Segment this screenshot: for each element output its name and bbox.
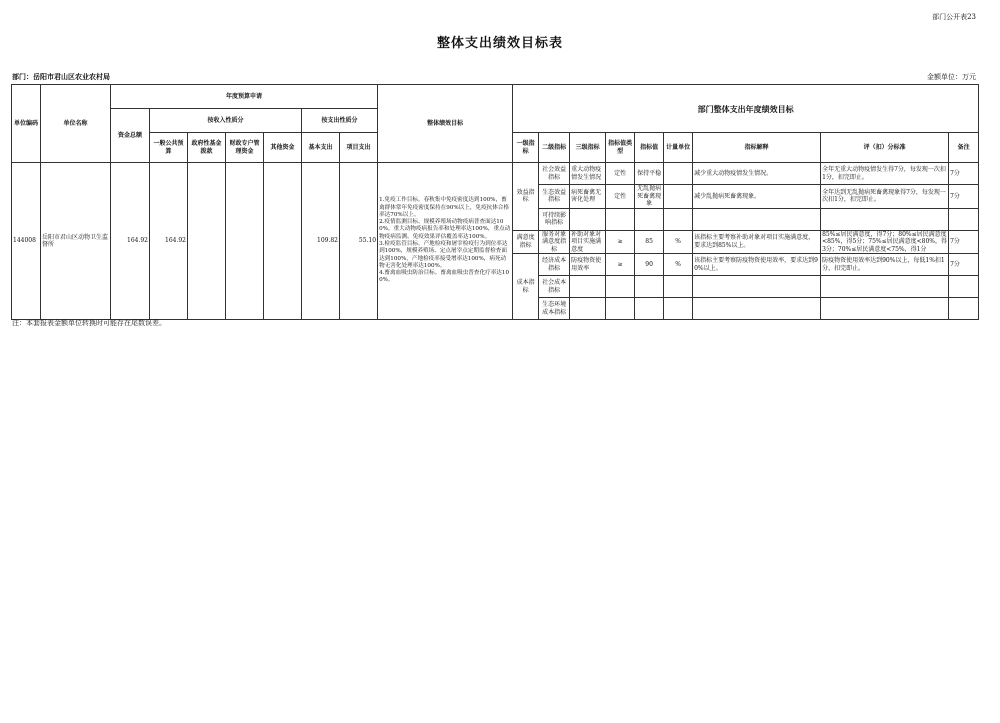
cell-criteria	[821, 298, 949, 320]
col-criteria: 评（扣）分标准	[821, 133, 949, 163]
cell-level3: 病死畜禽无害化处理	[570, 185, 606, 209]
currency-unit-label: 金额单位：万元	[927, 73, 976, 81]
col-project-expense: 项目支出	[340, 133, 378, 163]
cell-level3	[570, 298, 606, 320]
cell-value: 85	[635, 230, 664, 254]
cell-measure-unit	[664, 163, 693, 185]
cell-value: 保持平稳	[635, 163, 664, 185]
cell-level2: 社会成本指标	[539, 276, 570, 298]
cell-measure-unit	[664, 298, 693, 320]
performance-goal-table	[11, 84, 979, 320]
cell-remark: 7分	[949, 254, 979, 276]
cell-general-budget: 164.92	[150, 163, 188, 320]
cell-value-type: ≥	[606, 230, 635, 254]
cell-basic-expense: 109.82	[302, 163, 340, 320]
cell-value-type	[606, 298, 635, 320]
cell-value-type: 定性	[606, 163, 635, 185]
col-overall-goal: 整体绩效目标	[378, 85, 513, 163]
cell-level2: 社会效益指标	[539, 163, 570, 185]
col-explanation: 指标解释	[693, 133, 821, 163]
col-unit-code: 单位编码	[12, 85, 41, 163]
cell-unit-code: 144008	[12, 163, 41, 320]
cell-criteria: 防疫物资使用效率达到90%以上，每低1%扣1分，扣完即止。	[821, 254, 949, 276]
cell-value-type: ≥	[606, 254, 635, 276]
col-by-expense: 按支出性质分	[302, 109, 378, 133]
col-value-type: 指标值类型	[606, 133, 635, 163]
cell-remark	[949, 208, 979, 230]
cell-level1-effect: 效益指标	[513, 163, 539, 231]
col-budget-request: 年度预算申请	[111, 85, 378, 109]
col-total-funds: 资金总额	[111, 109, 150, 163]
cell-level3	[570, 208, 606, 230]
cell-criteria	[821, 276, 949, 298]
cell-value	[635, 298, 664, 320]
cell-criteria: 全年无重大动物疫情发生得7分，每发现一次扣1分，扣完即止。	[821, 163, 949, 185]
cell-total-funds: 164.92	[111, 163, 150, 320]
cell-level1-satisfaction: 满意度指标	[513, 230, 539, 254]
col-value: 指标值	[635, 133, 664, 163]
cell-remark: 7分	[949, 230, 979, 254]
cell-criteria: 85%≤居民满意度，得7分；80%≤居民满意度<85%，得5分；75%≤居民满意度<80%，得3分；70%≤居民满意度<75%，得1分	[822, 230, 947, 253]
form-number: 部门公开表23	[932, 13, 976, 21]
col-gov-fund: 政府性基金拨款	[188, 133, 226, 163]
cell-measure-unit	[664, 208, 693, 230]
cell-level3	[570, 276, 606, 298]
cell-remark: 7分	[949, 163, 979, 185]
cell-level2: 服务对象满意度指标	[539, 230, 570, 254]
cell-level2: 生态效益指标	[539, 185, 570, 209]
cell-measure-unit: %	[664, 230, 693, 254]
col-level3: 三级指标	[570, 133, 606, 163]
cell-level2: 可持续影响指标	[539, 208, 570, 230]
cell-fiscal-special	[226, 163, 264, 320]
col-general-budget: 一般公共预算	[150, 133, 188, 163]
cell-level1-cost: 成本指标	[513, 254, 539, 320]
col-unit-name: 单位名称	[41, 85, 111, 163]
cell-value-type	[606, 276, 635, 298]
cell-remark	[949, 298, 979, 320]
cell-measure-unit	[664, 185, 693, 209]
cell-value-type	[606, 208, 635, 230]
col-measure-unit: 计量单位	[664, 133, 693, 163]
cell-other-funds	[264, 163, 302, 320]
table-row	[12, 163, 979, 185]
col-level1: 一级指标	[513, 133, 539, 163]
col-other-funds: 其他资金	[264, 133, 302, 163]
cell-explanation: 该指标主要考察防疫物资使用效率，要求达到90%以上。	[693, 254, 821, 276]
col-dept-annual-goal: 部门整体支出年度绩效目标	[513, 85, 979, 133]
cell-level3: 重大动物疫情发生情况	[570, 163, 606, 185]
page-title: 整体支出绩效目标表	[436, 36, 563, 51]
cell-explanation	[693, 208, 821, 230]
footnote: 注：本套报表金额单位转换时可能存在尾数误差。	[12, 319, 166, 327]
cell-level2: 生态环境成本指标	[539, 298, 570, 320]
cell-criteria	[821, 208, 949, 230]
cell-explanation	[693, 298, 821, 320]
col-remark: 备注	[949, 133, 979, 163]
cell-project-expense: 55.10	[340, 163, 378, 320]
cell-criteria: 全年达到无乱抛病死畜禽现象得7分，每发现一次扣1分，扣完即止。	[821, 185, 949, 209]
cell-explanation: 该指标主要考察补助对象对项目实施满意度，要求达到85%以上。	[693, 230, 821, 254]
cell-explanation: 减少重大动物疫情发生情况。	[693, 163, 821, 185]
cell-overall-goal: 1.免疫工作目标。春秋集中免疫密度达到100%，畜禽群体常年免疫密度保持在90%以上，免疫抗体合格率达70%以上。 2.疫情监测目标。规模养殖场动物疫病普查面达100%，重大动物疫病报告率和处理率达100%，重点动物疫病监测、免疫效果评估覆盖率达100%。 3.检疫监管目标。产地检疫和屠宰检疫行为到位率达到100%，规模养殖场、定点屠宰点定期监督检查面达到100%，产地检疫率接受增率达100%，病死动物无害化处理率达100%。 4.畜禽血吸虫防治目标。畜禽血吸虫普查化疗率达100%。	[378, 163, 513, 320]
cell-remark	[949, 276, 979, 298]
cell-level3: 补助对象对项目实施满意度	[570, 230, 606, 254]
cell-gov-fund	[188, 163, 226, 320]
col-basic-expense: 基本支出	[302, 133, 340, 163]
cell-explanation	[693, 276, 821, 298]
col-level2: 二级指标	[539, 133, 570, 163]
cell-measure-unit: %	[664, 254, 693, 276]
cell-value-type: 定性	[606, 185, 635, 209]
cell-measure-unit	[664, 276, 693, 298]
department-label: 部门：岳阳市君山区农业农村局	[12, 72, 110, 81]
cell-value	[635, 276, 664, 298]
cell-level3: 防疫物资使用效率	[570, 254, 606, 276]
col-fiscal-special: 财政专户管理资金	[226, 133, 264, 163]
cell-level2: 经济成本指标	[539, 254, 570, 276]
cell-unit-name: 岳阳市君山区动物卫生监督所	[41, 163, 111, 320]
cell-value: 无乱抛病死畜禽现象	[635, 185, 664, 209]
cell-remark: 7分	[949, 185, 979, 209]
col-by-income: 按收入性质分	[150, 109, 302, 133]
cell-explanation: 减少乱抛病死畜禽现象。	[693, 185, 821, 209]
cell-value: 90	[635, 254, 664, 276]
cell-value	[635, 208, 664, 230]
